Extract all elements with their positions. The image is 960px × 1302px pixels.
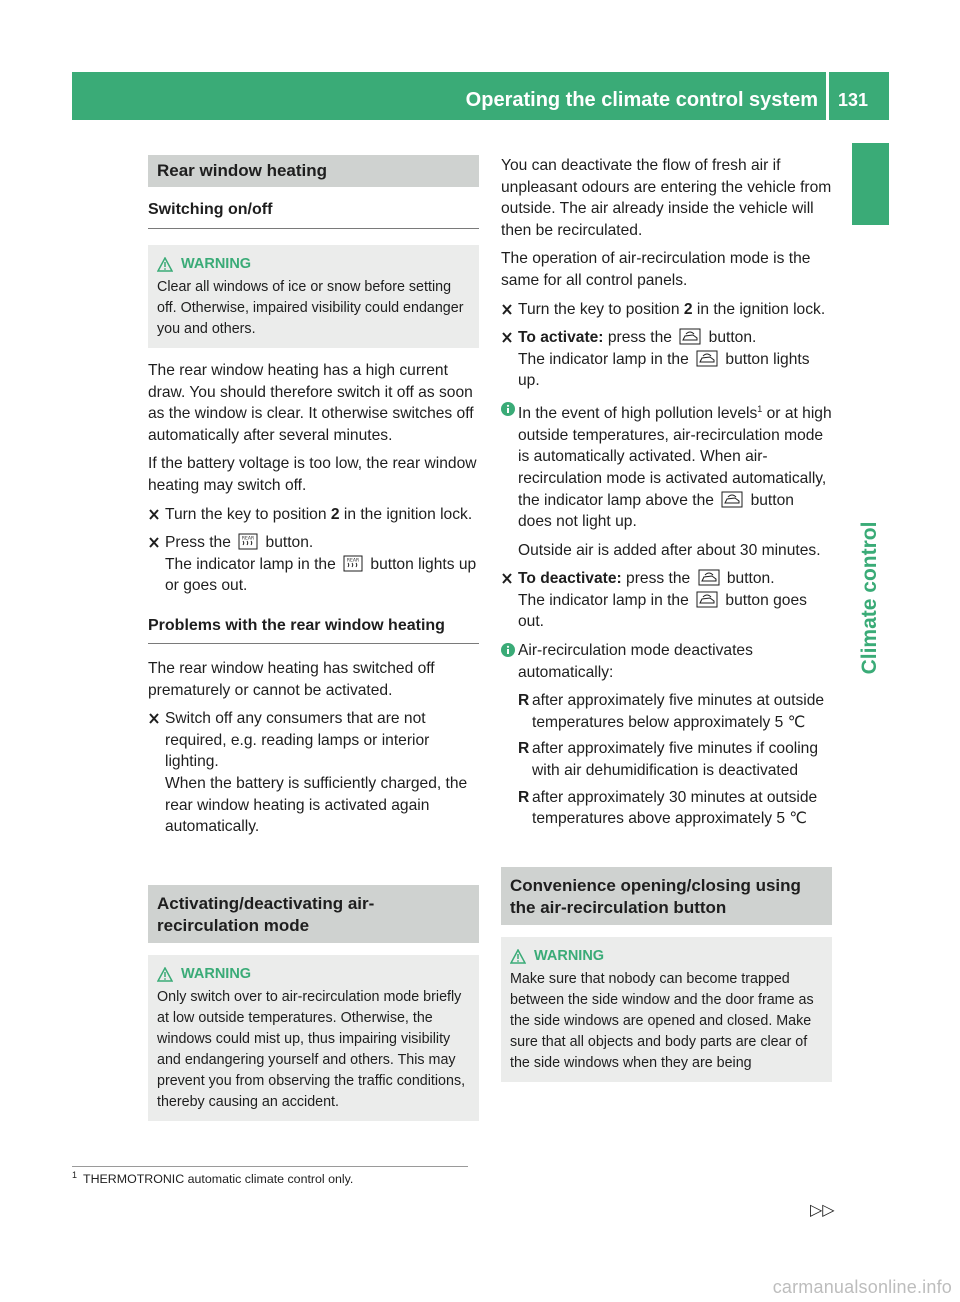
step-arrow-icon (502, 573, 512, 584)
warning-icon (510, 949, 526, 964)
air-recirculation-icon (696, 591, 718, 608)
warning-box (501, 937, 832, 1082)
warning-icon (157, 967, 173, 982)
info-note: In the event of high pollution levels$^1$ or at high outside temperatures, air-recirculation mode is automatically activated. When air-recirculation mode is activated automatically, the indicator lamp above the button does not light up. Outside air is added after about 30 minutes. (501, 399, 832, 561)
air-recirculation-icon (721, 491, 743, 508)
info-icon (501, 643, 515, 657)
warning-label: WARNING (181, 965, 252, 982)
rear-defrost-icon (343, 555, 363, 572)
step: Turn the key to position 2 in the ignition lock. (501, 299, 832, 321)
page-number: 131 (838, 90, 869, 110)
warning-text: Only switch over to air-recirculation mode briefly at low outside temperatures. Otherwise, the windows could mist up, thus impairing visibility and endangering yourself and others. This may prevent you from observing the traffic conditions, thereby causing an accident. (157, 988, 466, 1110)
left-column (148, 155, 479, 1133)
air-recirculation-icon (696, 350, 718, 367)
bullet-marker: R (518, 740, 530, 758)
header-divider (826, 72, 829, 120)
list-item: R after approximately five minutes at outside temperatures below approximately 5 ℃ (518, 692, 825, 731)
chapter-tab (852, 143, 889, 225)
right-column (501, 155, 832, 1094)
footnote-number: 1 (72, 1170, 78, 1180)
step-arrow-icon (149, 713, 159, 724)
section-title-rear-window-heating: Rear window heating (148, 155, 479, 187)
watermark: carmanualsonline.info (772, 1277, 952, 1297)
step-arrow-icon (502, 332, 512, 343)
step-arrow-icon (502, 304, 512, 315)
info-note: Air-recirculation mode deactivates automatically: (501, 640, 832, 683)
rear-defrost-icon (238, 533, 258, 550)
paragraph: You can deactivate the flow of fresh air if unpleasant odours are entering the vehicle from outside. The air already inside the vehicle will then be recirculated. (501, 157, 832, 239)
bullet-marker: R (518, 692, 530, 710)
svg-text:REAR: REAR (242, 536, 255, 542)
warning-box (148, 245, 479, 348)
step: To activate: press the button. The indicator lamp in the button lights up. (501, 327, 832, 392)
chapter-label: Climate control (858, 521, 881, 675)
step: To deactivate: press the button. The indicator lamp in the button goes out. (501, 568, 832, 633)
warning-label: WARNING (181, 256, 252, 272)
air-recirculation-icon (679, 328, 701, 345)
step-arrow-icon (149, 509, 159, 520)
step: Switch off any consumers that are not required, e.g. reading lamps or interior lighting. When the battery is sufficiently charged, the rear window heating is activated again automatically. (148, 708, 479, 838)
step: Turn the key to position 2 in the ignition lock. (148, 504, 479, 526)
info-extra: Outside air is added after about 30 minutes. (518, 541, 821, 559)
page-header-title: Operating the climate control system (465, 89, 818, 111)
paragraph: The rear window heating has switched off prematurely or cannot be activated. (148, 659, 435, 699)
svg-text:REAR: REAR (347, 558, 360, 564)
warning-icon (157, 257, 173, 272)
warning-heading (157, 254, 471, 275)
paragraph: If the battery voltage is too low, the rear window heating may switch off. (148, 455, 477, 494)
subheading-problems: Problems with the rear window heating (148, 615, 479, 644)
list-item: R after approximately 30 minutes at outside temperatures above approximately 5 ℃ (518, 788, 818, 828)
continue-mark: ▷▷ (810, 1202, 835, 1219)
warning-heading (157, 964, 471, 985)
paragraph: The operation of air-recirculation mode is the same for all control panels. (501, 250, 811, 289)
step-arrow-icon (149, 537, 159, 548)
subheading-switching: Switching on/off (148, 187, 479, 229)
step: Press the REAR button. The indicator lamp in the REAR button lights up or goes out. (148, 532, 479, 597)
paragraph: The rear window heating has a high current draw. You should therefore switch it off as soon as the window is clear. It otherwise switches off automatically after several minutes. (148, 362, 474, 444)
info-icon (501, 402, 515, 416)
air-recirculation-icon (698, 569, 720, 586)
list-item: R after approximately five minutes if cooling with air dehumidification is deactivated (518, 740, 819, 780)
bullet-marker: R (518, 788, 530, 806)
warning-heading (510, 946, 824, 967)
warning-label: WARNING (534, 947, 605, 964)
warning-box (148, 955, 479, 1121)
warning-text: Make sure that nobody can become trapped between the side window and the door frame as the side windows are opened and closed. Make sure that all objects and body parts are clear of the side windows when they are being (510, 970, 814, 1071)
section-title-convenience: Convenience opening/closing using the air-recirculation button (501, 867, 832, 925)
footnote (72, 1166, 468, 1187)
warning-text: Clear all windows of ice or snow before setting off. Otherwise, impaired visibility could endanger you and others. (157, 279, 464, 337)
footnote-text: THERMOTRONIC automatic climate control only. (83, 1172, 354, 1187)
section-title-air-recirculation: Activating/deactivating air-recirculation mode (148, 885, 479, 943)
